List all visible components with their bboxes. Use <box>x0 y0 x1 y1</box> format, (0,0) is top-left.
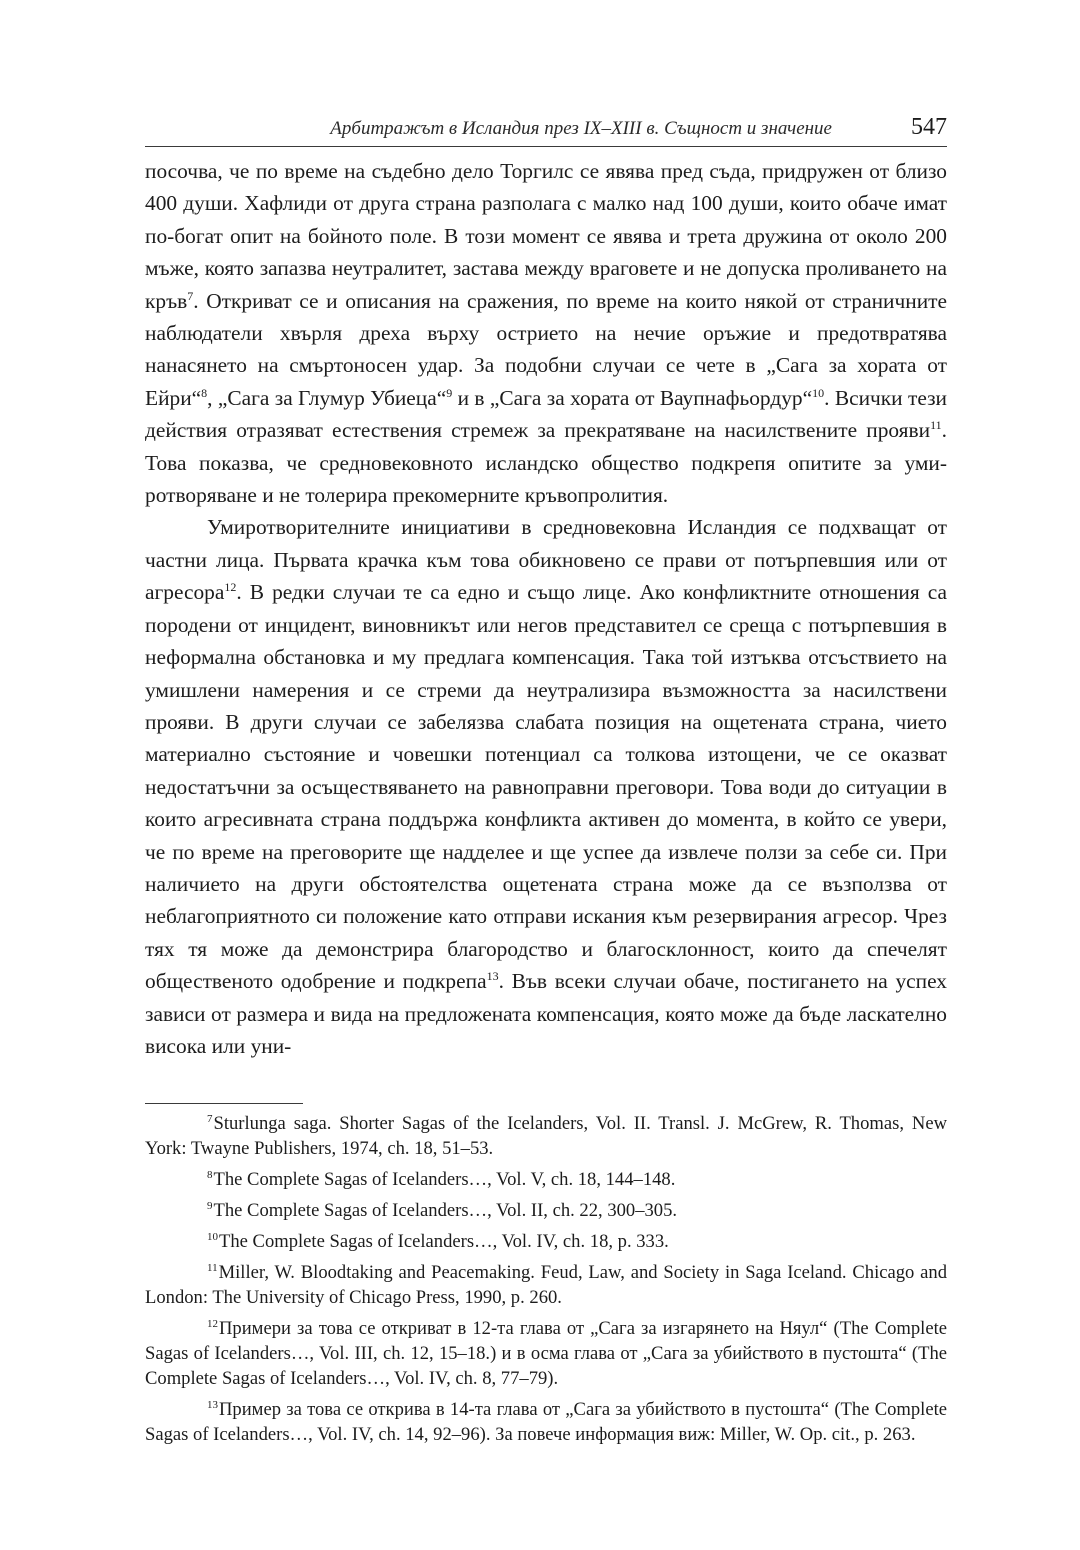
running-header <box>145 112 947 147</box>
footnote-text: The Complete Sagas of Icelanders…, Vol. II, ch. 22, 300–305. <box>213 1200 678 1222</box>
footnote-text: Примери за това се откриват в 12-та глава от „Сага за изгарянето на Няул“ (The Complete Sagas of Icelanders…, Vol. III, ch. 12, 15–18.) и в осма глава от „Сага за убийството в пустошта“ (The Complete Sagas of Icelanders…, Vol. IV, ch. 8, 77–79). <box>145 1318 947 1390</box>
footnote-9 <box>145 1198 947 1223</box>
footnote-text: The Complete Sagas of Icelanders…, Vol. IV, ch. 18, p. 333. <box>219 1231 669 1253</box>
paragraph <box>145 511 947 1062</box>
footnote-text: Пример за това се открива в 14-та глава от „Сага за убийството в пустошта“ (The Complete Sagas of Icelanders…, Vol. IV, ch. 14, 92–96). За повече информация виж: Miller, W. Op. cit., p. 263. <box>145 1399 947 1446</box>
footnote-number: 9 <box>207 1200 213 1213</box>
footnote-text: Sturlunga saga. Shorter Sagas of the Icelanders, Vol. II. Transl. J. McGrew, R. Thomas, New York: Twayne Publishers, 1974, ch. 18, 51–53. <box>145 1113 947 1160</box>
footnote-number: 7 <box>207 1113 213 1126</box>
footnote-number: 11 <box>207 1262 218 1275</box>
footnote-text: Miller, W. Bloodtaking and Peacemaking. Feud, Law, and Society in Saga Iceland. Chicago and London: The University of Chicago Press, 1990, p. 260. <box>145 1262 947 1309</box>
text-run: Умиротворителните инициативи в средновековна Исландия се подхващат от частни лица. Първата крачка към това обикновено се прави от потърпевшия или от агресора <box>145 515 947 605</box>
footnote-ref-7[interactable]: 7 <box>187 288 194 303</box>
text-run: . Това показва, че средновековното исландско общество подкрепя опитите за умиротворяване и не толерира прекомерните кръвопролития. <box>145 418 947 508</box>
page-number: 547 <box>911 114 947 140</box>
footnote-11 <box>145 1260 947 1310</box>
text-run: . Всички тези действия отразяват естествения стремеж за прекратяване на насилствените прояви <box>145 385 947 443</box>
footnote-ref-12[interactable]: 12 <box>224 580 237 595</box>
text-run: . В редки случаи те са едно и също лице. Ако конфликтните отношения са породени от инцидент, виновникът или негов представител се среща с потърпевшия в неформална обстановка и му предлага компенсация. Така той изтъква отсъствието на умишлени намерения и се стреми да неутрализира възможността за насилствени прояви. В други случаи се забелязва слабата позиция на ощетената страна, чието материално състояние и човешки потенциал са толкова изтощени, че се оказват недостатъчни за осъществяването на равноправни преговори. Това води до ситуации в които агресивната страна поддържа конфликта активен до момента, в който се увери, че по време на преговорите ще надделее и ще успее да извлече ползи за себе си. При наличието на други обстоятелства ощетената страна може да се възползва от неблагоприятното си положение като отправи искания към резервирания агресор. Чрез тях тя може да демонстрира благородство и благосклонност, които да спечелят общественото одобрение и подкрепа <box>145 580 947 994</box>
text-run: и в „Сага за хората от Ваупнафьордур“ <box>452 385 813 410</box>
footnote-ref-9[interactable]: 9 <box>446 385 453 400</box>
footnote-number: 10 <box>207 1231 218 1244</box>
text-run: . Във всеки случаи обаче, постигането на успех зависи от размера и вида на предложената компенсация, която може да бъде ласкателно висока или уни- <box>145 969 947 1058</box>
footnote-number: 12 <box>207 1318 218 1331</box>
footnote-13 <box>145 1397 947 1447</box>
footnote-number: 13 <box>207 1399 218 1412</box>
footnote-ref-11[interactable]: 11 <box>930 418 942 433</box>
book-page <box>145 112 947 1453</box>
footnote-ref-8[interactable]: 8 <box>201 385 208 400</box>
text-run: , „Сага за Глумур Убиеца“ <box>207 385 447 410</box>
text-run: посочва, че по време на съдебно дело Торгилс се явява пред съда, придружен от близо 400 души. Хафлиди от друга страна разполага с малко над 100 души, които обаче имат по-богат опит на бойното поле. В този момент се явява и трета дружина от около 200 мъже, която запазва неутралитет, застава между враговете и не допуска проливането на кръв <box>145 159 947 313</box>
footnote-10 <box>145 1229 947 1254</box>
footnote-text: The Complete Sagas of Icelanders…, Vol. V, ch. 18, 144–148. <box>213 1169 676 1191</box>
footnote-number: 8 <box>207 1169 213 1182</box>
running-title: Арбитражът в Исландия през IX–XIII в. Същност и значение <box>330 118 832 139</box>
text-run: . Откриват се и описания на сражения, по време на които някой от страничните наблюдатели хвърля дреха върху острието на нечие оръжие и предотвратява нанасянето на смъртоносен удар. За подобни случаи се чете в „Сага за хората от Ейри“ <box>145 288 947 410</box>
footnote-8 <box>145 1167 947 1192</box>
body-text <box>145 155 947 1062</box>
footnote-ref-10[interactable]: 10 <box>812 385 825 400</box>
footnote-12 <box>145 1316 947 1391</box>
footnote-7 <box>145 1111 947 1161</box>
footnote-separator <box>145 1103 303 1104</box>
footnotes <box>145 1111 947 1447</box>
paragraph <box>145 155 947 511</box>
footnote-ref-13[interactable]: 13 <box>486 969 499 984</box>
